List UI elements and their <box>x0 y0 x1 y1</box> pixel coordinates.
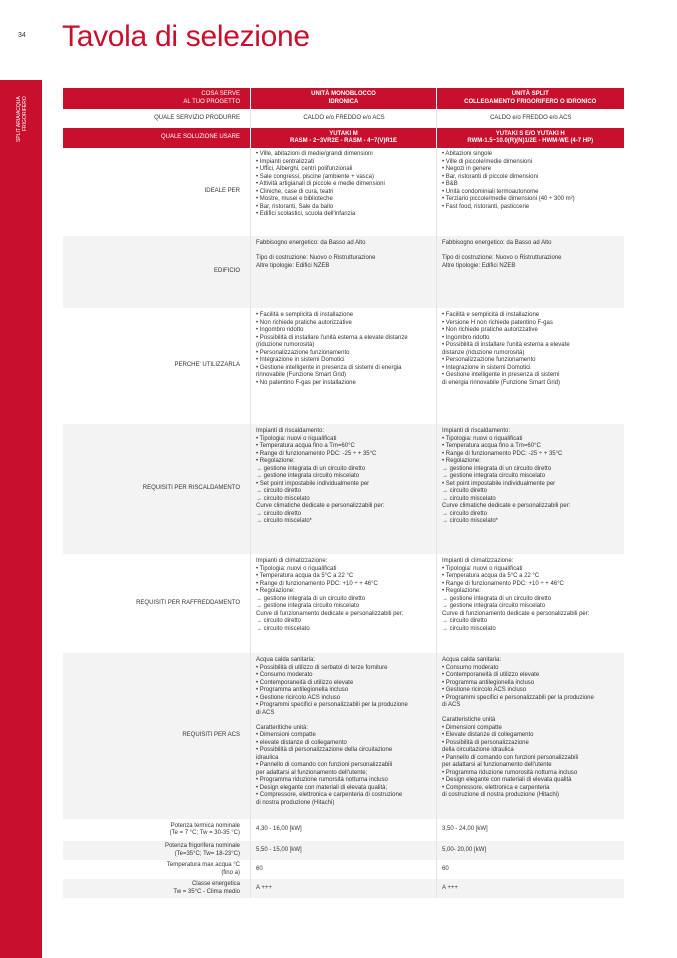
service-label: QUALE SERVIZIO PRODURRE <box>63 109 251 128</box>
spec-row <box>63 819 624 841</box>
spec-row <box>63 879 624 898</box>
spec-row <box>63 841 624 860</box>
header-need-cell: COSA SERVE AL TUO PROGETTO <box>63 88 251 109</box>
spec-monoblock: 60 <box>251 860 437 879</box>
page-title: Tavola di selezione <box>62 20 310 53</box>
header-row <box>63 88 624 109</box>
service-split: CALDO e/o FREDDO e/o ACS <box>437 109 624 128</box>
row-label: REQUISITI PER RISCALDAMENTO <box>63 424 251 554</box>
split-cell: Acqua calda sanitaria: • Consumo moderato • Contemporaneità di utilizzo elevate • Programma antilegionella incluso • Gestione ricircolo ACS incluso • Programmi specifici e personalizzabili per la produzione di ACS Caratteristiche unità • Dimensioni compatte • Elevate distanze di collegamento • Possibilità di personalizzazione della circuitazione idraulica • Pannello di comando con funzioni personalizzabili per adattarsi al funzionamento dell'utente • Programma riduzione rumorosità notturna incluso • Design elegante con materiali di elevata qualità • Compressore, elettronica e carpenteria di costruzione di nostra produzione (Hitachi) <box>437 653 624 819</box>
service-row <box>63 109 624 128</box>
monoblock-cell: Impianti di climatizzazione: • Tipologia: nuovi o riqualificati • Temperatura acqua da 5°C a 22 °C • Range di funzionamento PDC: +10 ÷ + 46°C • Regolazione: → gestione integrata di un circuito diretto → gestione integrata circuito miscelato Curve di funzionamento dedicate e personalizzabili per: → circuito diretto → circuito miscelato <box>251 554 437 653</box>
table-row <box>63 653 624 819</box>
solution-monoblock: YUTAKI M RASM - 2~3VR2E - RASM - 4~7(V)R1E <box>251 128 437 148</box>
side-section-label: SPLIT ARIA/ACQUA FRIGORIFERO <box>16 96 28 142</box>
spec-label: Temperatura max acqua °C (fino a) <box>63 860 251 879</box>
split-cell: Impianti di riscaldamento: • Tipologia: nuovi o riqualificati • Temperatura acqua fino a Tm=60°C • Range di funzionamento PDC: -25 ÷ + 35°C • Regolazione: → gestione integrata di un circuito diretto → gestione integrata circuito miscelato • Set point impostabile individualmente per → circuito diretto → circuito miscelato Curve climatiche dedicate e personalizzabili per: → circuito diretto → circuito miscelato* <box>437 424 624 554</box>
spec-label: Potenza frigorifera nominale (Te=35°C; Tw= 18-23°C) <box>63 841 251 860</box>
split-cell: • Facilità e semplicità di installazione • Versione H non richiede patentino F-gas • Non richiede pratiche autorizzative • Ingombro ridotto • Possibilità di installare l'unità esterna a elevate distanze (riduzione rumorosità) • Personalizzazione funzionamento • Integrazione in sistemi Domotici • Gestione intelligente in presenza di sistemi di energia rinnovabile (Funzione Smart Grid) <box>437 308 624 424</box>
spec-monoblock: 4,30 - 16,00 [kW] <box>251 819 437 841</box>
solution-row <box>63 128 624 148</box>
split-cell: Fabbisogno energetico: da Basso ad Alto Tipo di costruzione: Nuovo o Ristrutturazione Altre tipologie: Edifici NZEB <box>437 236 624 308</box>
split-cell: • Abitazioni singole • Ville di piccole/medie dimensioni • Negozi in genere • Bar, ristoranti di piccole dimensioni • B&B • Unità condominiali termoautonome • Terziario piccole/medie dimensioni (40 ÷ 300 m²) • Fast food, ristoranti, pasticcerie <box>437 148 624 236</box>
spec-monoblock: 5,50 - 15,00 [kW] <box>251 841 437 860</box>
header-split-cell: UNITÀ SPLIT COLLEGAMENTO FRIGORIFERO O IDRONICO <box>437 88 624 109</box>
table-row <box>63 554 624 653</box>
table-row <box>63 236 624 308</box>
spec-split: 3,50 - 24,00 [kW] <box>437 819 624 841</box>
service-monoblock: CALDO e/o FREDDO e/o ACS <box>251 109 437 128</box>
spec-label: Potenza termica nominale (Te = 7 °C; Tw = 30-35 °C) <box>63 819 251 841</box>
monoblock-cell: • Ville, abitazioni di medie/grandi dimensioni • Impianti centralizzati • Uffici, Alberghi, centri polifunzionali • Sale congressi, piscine (ambiente + vasca) • Attività artigianali di piccole e medie dimensioni • Cliniche, case di cura, teatri • Mostre, musei e biblioteche • Bar, ristoranti, Sale da ballo • Edifici scolastici, scuola dell'infanzia <box>251 148 437 236</box>
split-cell: Impianti di climatizzazione: • Tipologia: nuovi o riqualificati • Temperatura acqua da 5°C a 22 °C • Range di funzionamento PDC: +10 ÷ + 46°C • Regolazione: → gestione integrata di un circuito diretto → gestione integrata circuito miscelato Curve di funzionamento dedicate e personalizzabili per: → circuito diretto → circuito miscelato <box>437 554 624 653</box>
spec-split: A +++ <box>437 879 624 898</box>
solution-split: YUTAKI S E/O YUTAKI H RWM-1.5~10.0(R)(N)1/2E - HWM-WE (4-7 HP) <box>437 128 624 148</box>
spec-row <box>63 860 624 879</box>
row-label: REQUISITI PER RAFFREDDAMENTO <box>63 554 251 653</box>
selection-table <box>62 88 624 898</box>
monoblock-cell: Fabbisogno energetico: da Basso ad Alto Tipo di costruzione: Nuovo o Ristrutturazione Altre tipologie: Edifici NZEB <box>251 236 437 308</box>
table-row <box>63 148 624 236</box>
spec-label: Classe energetica Tw = 35°C - Clima medio <box>63 879 251 898</box>
monoblock-cell: • Facilità e semplicità di installazione • Non richiede pratiche autorizzative • Ingombro ridotto • Possibilità di installare l'unità esterna a elevate distanze (riduzione rumorosità) • Personalizzazione funzionamento • Integrazione in sistemi Domotici • Gestione intelligente in presenza di sistemi di energia rinnovabile (Funzione Smart Grid) • No patentino F-gas per installazione <box>251 308 437 424</box>
spec-monoblock: A +++ <box>251 879 437 898</box>
row-label: EDIFICIO <box>63 236 251 308</box>
header-monoblock-cell: UNITÀ MONOBLOCCO IDRONICA <box>251 88 437 109</box>
page-number: 34 <box>18 32 26 39</box>
spec-split: 5,00- 20,00 [kW] <box>437 841 624 860</box>
monoblock-cell: Impianti di riscaldamento: • Tipologia: nuovi o riqualificati • Temperatura acqua fino a Tm=60°C • Range di funzionamento PDC: -25 ÷ + 35°C • Regolazione: → gestione integrata di un circuito diretto → gestione integrata circuito miscelato • Set point impostabile individualmente per → circuito diretto → circuito miscelato Curve climatiche dedicate e personalizzabili per: → circuito diretto → circuito miscelato* <box>251 424 437 554</box>
row-label: IDEALE PER <box>63 148 251 236</box>
row-label: PERCHE' UTILIZZARLA <box>63 308 251 424</box>
spec-split: 60 <box>437 860 624 879</box>
monoblock-cell: Acqua calda sanitaria: • Possibilità di utilizzo di serbatoi di terze forniture • Consumo moderato • Contemporaneità di utilizzo elevate • Programma antilegionella incluso • Gestione ricircolo ACS incluso • Programmi specifici e personalizzabili per la produzione di ACS Caratteritiche unità: • Dimensioni compatte • elevate distanze di collegamento • Possibilità di personalizzazione della circuitazione idraulica • Pannello di comando con funzioni personalizzabili per adattarsi al funzionamento dell'utente; • Programma riduzione rumorsità notturna incluso • Design elegante con materiali di elevata qualità; • Compressore, elettronica e carpenteria di costruzione di nostra produzione (Hitachi) <box>251 653 437 819</box>
table-row <box>63 308 624 424</box>
solution-label: QUALE SOLUZIONE USARE <box>63 128 251 148</box>
row-label: REQUISITI PER ACS <box>63 653 251 819</box>
table-row <box>63 424 624 554</box>
